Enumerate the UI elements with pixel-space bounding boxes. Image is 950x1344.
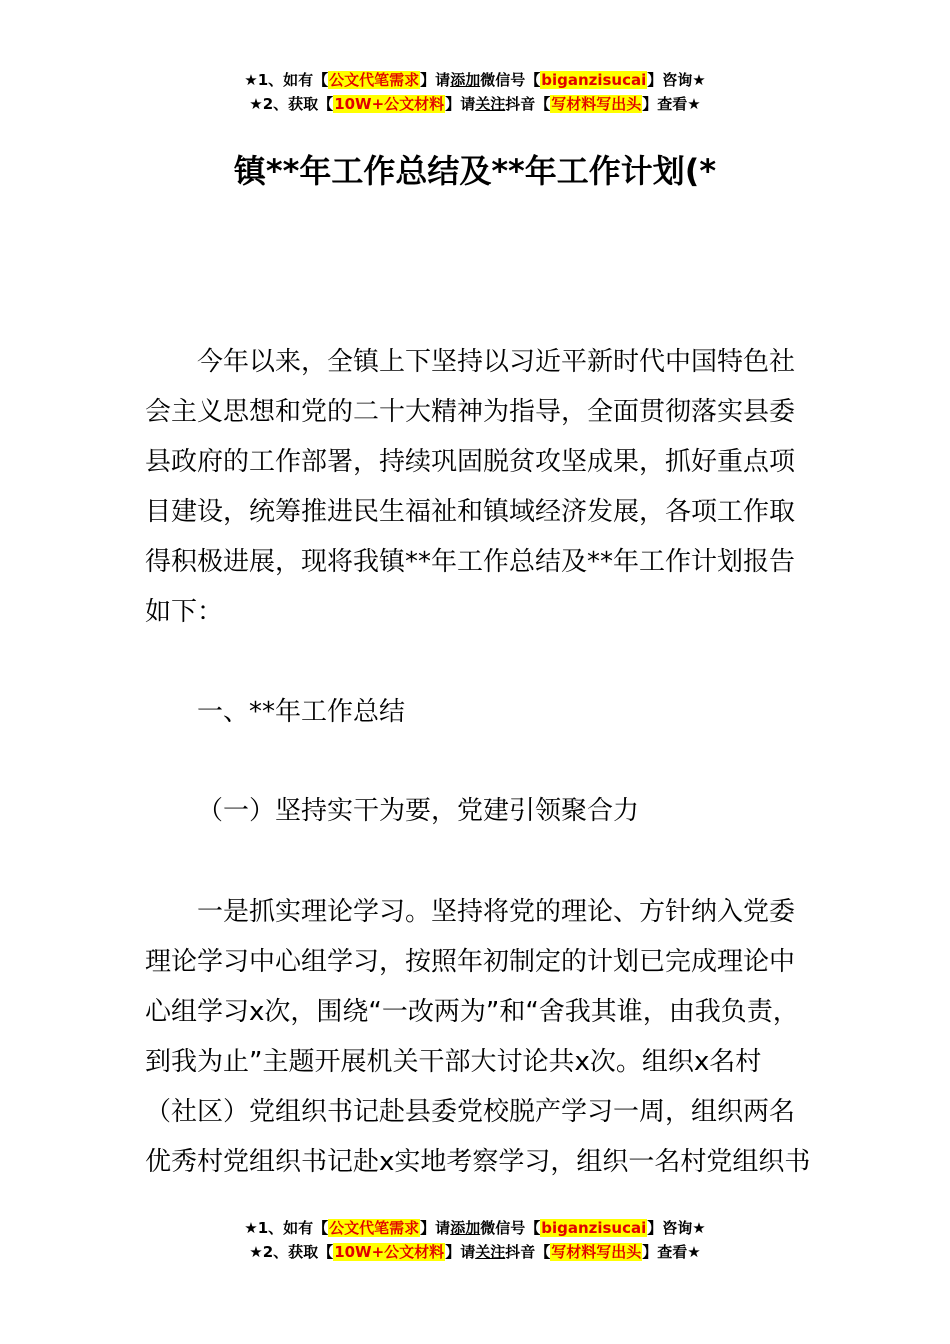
promo-underline: 添加	[450, 1219, 481, 1237]
promo-text: 】查看★	[642, 1243, 701, 1261]
paragraph-line: 会主义思想和党的二十大精神为指导，全面贯彻落实县委	[145, 397, 796, 427]
promo-text: 】咨询★	[647, 1219, 706, 1237]
promo-text: 抖音【	[505, 95, 551, 113]
paragraph-line: 得积极进展，现将我镇**年工作总结及**年工作计划报告	[145, 547, 796, 577]
promo-underline: 关注	[475, 95, 506, 113]
promo-highlight: 公文代笔需求	[329, 1219, 420, 1237]
promo-underline: 关注	[475, 1243, 506, 1261]
promo-highlight: 10W+公文材料	[334, 95, 445, 113]
paragraph-line: （社区）党组织书记赴县委党校脱产学习一周，组织两名	[145, 1097, 796, 1127]
promo-highlight: biganzisucai	[541, 1219, 647, 1237]
paragraph-line: 县政府的工作部署，持续巩固脱贫攻坚成果，抓好重点项	[145, 447, 796, 477]
heading-text: （一）坚持实干为要，党建引领聚合力	[197, 796, 640, 826]
promo-text: 】请	[445, 95, 476, 113]
promo-line-1	[0, 68, 950, 92]
paragraph-line: 心组学习x次，围绕“一改两为”和“舍我其谁，由我负责，	[145, 997, 799, 1027]
intro-paragraph	[145, 337, 835, 637]
promo-highlight: 10W+公文材料	[334, 1243, 445, 1261]
promo-text: 】咨询★	[647, 71, 706, 89]
promo-banner-bottom	[0, 1216, 950, 1264]
heading-text: 一、**年工作总结	[197, 697, 406, 727]
section-heading-1	[145, 687, 835, 737]
promo-highlight: 公文代笔需求	[329, 71, 420, 89]
paragraph-line: 优秀村党组织书记赴x实地考察学习，组织一名村党组织书	[145, 1147, 811, 1177]
body-paragraph	[145, 887, 835, 1187]
paragraph-line: 一是抓实理论学习。坚持将党的理论、方针纳入党委	[197, 897, 796, 927]
promo-text: ★1、如有【	[244, 1219, 329, 1237]
promo-underline: 添加	[450, 71, 481, 89]
promo-line-1	[0, 1216, 950, 1240]
paragraph-line: 如下：	[145, 597, 224, 627]
section-heading-2	[145, 786, 835, 836]
promo-banner-top	[0, 68, 950, 116]
promo-line-2	[0, 1240, 950, 1264]
promo-text: ★2、获取【	[249, 1243, 334, 1261]
promo-text: 】查看★	[642, 95, 701, 113]
paragraph-line: 理论学习中心组学习，按照年初制定的计划已完成理论中	[145, 947, 796, 977]
promo-text: 】请	[445, 1243, 476, 1261]
promo-text: ★2、获取【	[249, 95, 334, 113]
promo-highlight: 写材料写出头	[551, 95, 642, 113]
promo-highlight: biganzisucai	[541, 71, 647, 89]
promo-text: 】请	[420, 71, 451, 89]
paragraph-line: 目建设，统筹推进民生福祉和镇域经济发展，各项工作取	[145, 497, 796, 527]
promo-text: 微信号【	[480, 1219, 541, 1237]
paragraph-line: 今年以来，全镇上下坚持以习近平新时代中国特色社	[197, 347, 796, 377]
promo-text: 微信号【	[480, 71, 541, 89]
promo-line-2	[0, 92, 950, 116]
promo-highlight: 写材料写出头	[551, 1243, 642, 1261]
promo-text: 抖音【	[505, 1243, 551, 1261]
promo-text: 】请	[420, 1219, 451, 1237]
document-title: 镇**年工作总结及**年工作计划(*	[233, 152, 717, 190]
promo-text: ★1、如有【	[244, 71, 329, 89]
paragraph-line: 到我为止”主题开展机关干部大讨论共x次。组织x名村	[145, 1047, 762, 1077]
